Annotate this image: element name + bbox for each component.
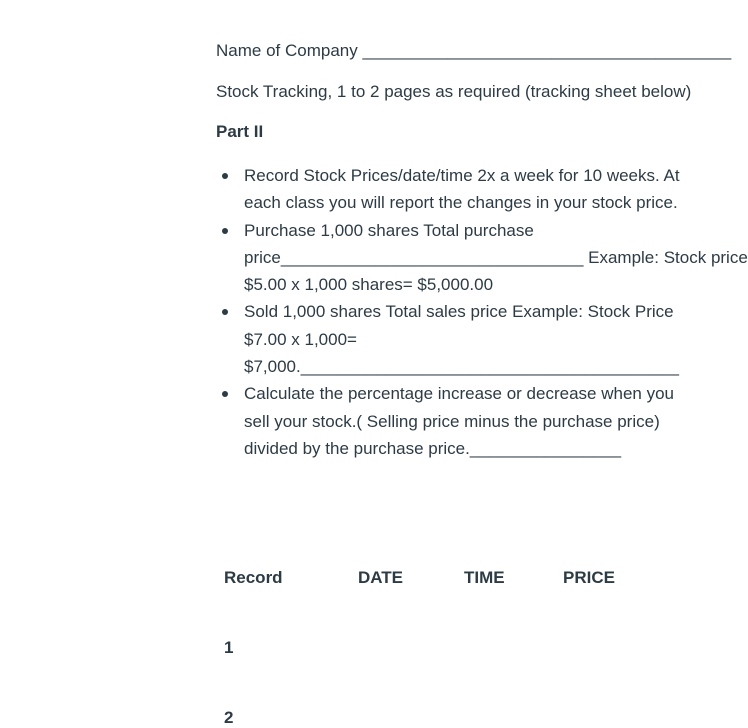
- column-header-record: Record: [224, 568, 283, 587]
- company-name-line: Name of Company _______________________________________: [216, 41, 732, 60]
- column-header-date: DATE: [358, 568, 404, 587]
- instruction-sold: [244, 298, 724, 380]
- bullet-icon: [222, 309, 228, 315]
- instruction-text: price________________________________ Example: Stock price: [244, 247, 748, 267]
- bullet-icon: [222, 391, 228, 397]
- instruction-purchase: [244, 217, 748, 299]
- column-header-price: PRICE: [563, 568, 615, 587]
- bullet-icon: [222, 228, 228, 234]
- instruction-text: Sold 1,000 shares Total sales price Example: Stock Price: [244, 302, 674, 322]
- instruction-text: Purchase 1,000 shares Total purchase: [244, 220, 534, 240]
- instruction-text: divided by the purchase price.________________: [244, 438, 622, 458]
- bullet-icon: [222, 173, 228, 179]
- instruction-record-prices: [244, 162, 724, 217]
- column-header-time: TIME: [464, 568, 505, 587]
- instruction-text: $7.00 x 1,000=: [244, 329, 357, 349]
- instruction-calculate: [244, 380, 724, 462]
- part-title: Part II: [216, 122, 264, 141]
- instruction-text: $7,000.________________________________________: [244, 357, 679, 377]
- instruction-text: Record Stock Prices/date/time 2x a week for 10 weeks. At: [244, 166, 680, 185]
- table-row: 2: [224, 708, 234, 727]
- instruction-text: each class you will report the changes in your stock price.: [244, 193, 678, 213]
- instruction-text: sell your stock.( Selling price minus the purchase price): [244, 411, 660, 431]
- instruction-text: Calculate the percentage increase or decrease when you: [244, 384, 674, 404]
- table-row: 1: [224, 638, 234, 657]
- stock-tracking-line: Stock Tracking, 1 to 2 pages as required (tracking sheet below): [216, 82, 692, 101]
- instruction-text: $5.00 x 1,000 shares= $5,000.00: [244, 275, 494, 295]
- instruction-list: [244, 162, 748, 462]
